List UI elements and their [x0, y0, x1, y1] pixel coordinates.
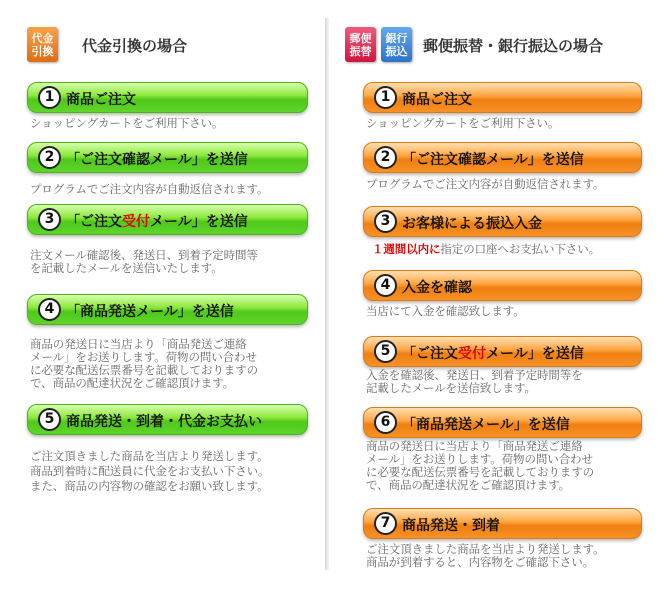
column-divider	[325, 18, 329, 570]
cod-step-4-desc: 商品の発送日に当店より「商品発送ご連絡 メール」をお送りします。荷物の問い合わせ に必要な配送伝票番号を記載しておりますの で、商品の配達状況をご確認頂けます。	[30, 337, 258, 390]
step-label: 「ご注文確認メール」を送信	[402, 152, 584, 168]
bank-step-2-desc: プログラムでご注文内容が自動返信されます。	[366, 177, 605, 191]
cod-step-3-desc: 注文メール確認後、発送日、到着予定時間等 を記載したメールを送信いたします。	[30, 248, 258, 275]
step-label: 商品発送・到着・代金お支払い	[66, 414, 262, 430]
step-label: 入金を確認	[402, 280, 472, 296]
step-number: 5	[38, 408, 61, 431]
bank-step-6	[363, 407, 642, 438]
cod-step-5-desc: ご注文頂きました商品を当店より発送します。 商品到着時に配送員に代金をお支払い下さい。 また、商品の内容物の確認をお願い致します。	[30, 449, 270, 493]
postal-transfer-badge: 郵便 振替	[345, 27, 376, 62]
step-number: 3	[38, 208, 61, 231]
cod-step-5	[27, 404, 308, 435]
bank-step-3	[363, 206, 642, 237]
step-label: 「ご注文確認メール」を送信	[66, 152, 248, 168]
bank-step-2	[363, 142, 642, 173]
bank-step-6-desc: 商品の発送日に当店より「商品発送ご連絡 メール」をお送りします。荷物の問い合わせ に必要な配送伝票番号を記載しておりますの で、商品の配達状況をご確認頂けます。	[366, 439, 594, 492]
cod-title: 代金引換の場合	[82, 37, 188, 55]
bank-transfer-badge: 銀行 振込	[381, 27, 412, 62]
cod-step-4	[27, 294, 308, 325]
bank-title: 郵便振替・銀行振込の場合	[423, 37, 604, 55]
step-label: 商品ご注文	[66, 92, 136, 108]
bank-step-1-desc: ショッピングカートをご利用下さい。	[366, 116, 560, 130]
cod-step-1	[27, 82, 308, 113]
bank-step-3-desc: １週間以内に指定の口座へお支払い下さい。	[372, 242, 601, 256]
cod-step-2-desc: プログラムでご注文内容が自動返信されます。	[30, 182, 269, 196]
step-label: 「商品発送メール」を送信	[66, 304, 234, 320]
step-number: 2	[374, 146, 397, 169]
bank-step-5	[363, 336, 642, 367]
step-label: 商品発送・到着	[402, 518, 500, 534]
step-label: 「ご注文受付メール」を送信	[66, 214, 248, 230]
bank-step-4	[363, 270, 642, 301]
bank-step-7-desc: ご注文頂きました商品を当店より発送します。 商品が到着すると、内容物をご確認下さい。	[366, 542, 605, 569]
deadline-highlight: １週間以内に	[372, 242, 441, 256]
step-label: 商品ご注文	[402, 92, 472, 108]
step-number: 4	[374, 274, 397, 297]
step-number: 1	[374, 86, 397, 109]
bank-step-1	[363, 82, 642, 113]
step-number: 4	[38, 298, 61, 321]
step-number: 5	[374, 340, 397, 363]
cod-step-1-desc: ショッピングカートをご利用下さい。	[30, 116, 224, 130]
cod-step-3	[27, 204, 308, 235]
step-label: 「ご注文受付メール」を送信	[402, 346, 584, 362]
step-number: 7	[374, 512, 397, 535]
bank-step-5-desc: 入金を確認後、発送日、到着予定時間等を 記載したメールを送信致します。	[366, 368, 583, 395]
step-label: 「商品発送メール」を送信	[402, 417, 570, 433]
bank-step-4-desc: 当店にて入金を確認致します。	[366, 304, 525, 318]
bank-step-7	[363, 508, 642, 539]
step-number: 3	[374, 210, 397, 233]
step-number: 1	[38, 86, 61, 109]
cod-step-2	[27, 142, 308, 173]
cod-badge: 代金 引換	[27, 27, 58, 62]
step-number: 6	[374, 411, 397, 434]
step-label: お客様による振込入金	[402, 216, 542, 232]
step-number: 2	[38, 146, 61, 169]
